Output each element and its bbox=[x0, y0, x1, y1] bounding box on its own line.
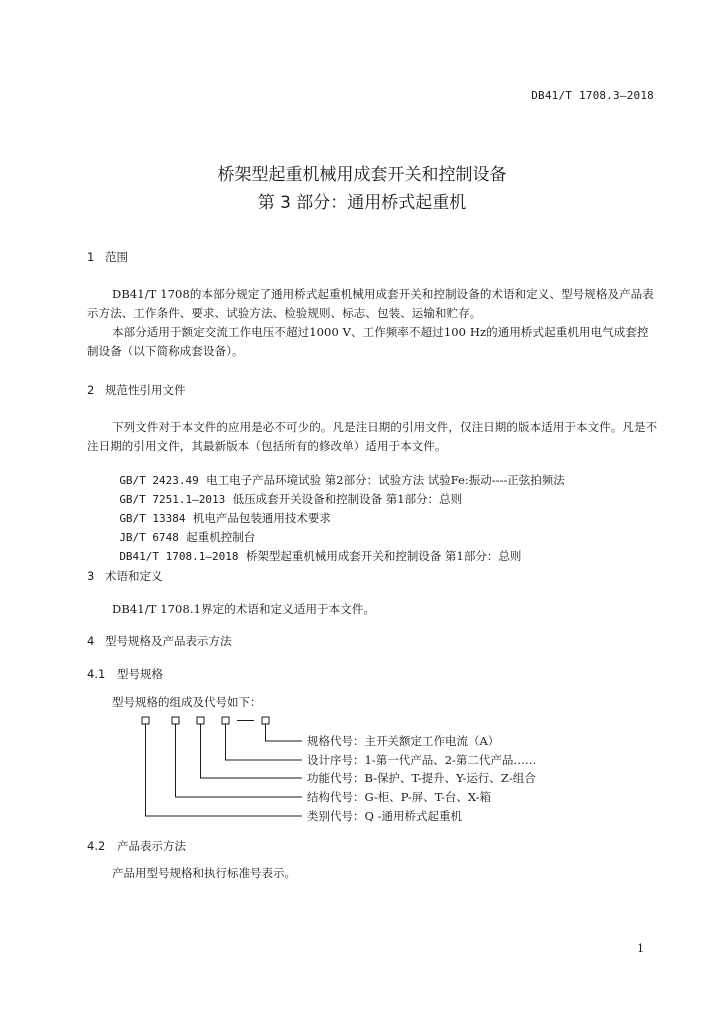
leader-line-design bbox=[226, 724, 303, 760]
section-2-paragraph-1: 下列文件对于本文件的应用是必不可少的。凡是注日期的引用文件，仅注日期的版本适用于本文件。凡是不注日期的引用文件，其最新版本（包括所有的修改单）适用于本文件。 bbox=[87, 420, 658, 453]
section-3-paragraph-1: DB41/T 1708.1界定的术语和定义适用于本文件。 bbox=[112, 602, 376, 616]
section-title: 型号规格 bbox=[117, 667, 163, 681]
document-subtitle: 第 3 部分：通用桥式起重机 bbox=[257, 193, 467, 213]
category-code-label: 类别代号：Q -通用桥式起重机 bbox=[307, 809, 462, 823]
section-number: 4.2 bbox=[87, 839, 106, 853]
section-4-2-paragraph: 产品用型号规格和执行标准号表示。 bbox=[112, 866, 296, 880]
code-box-function bbox=[197, 717, 204, 724]
section-title: 范围 bbox=[105, 250, 128, 264]
section-1-paragraph-1: DB41/T 1708的本部分规定了通用桥式起重机械用成套开关和控制设备的术语和定义、型号规格及产品表示方法、工作条件、要求、试验方法、检验规则、标志、包装、运输和贮存。 bbox=[87, 287, 654, 320]
section-4-2-heading bbox=[87, 838, 186, 854]
code-box-design bbox=[222, 717, 229, 724]
standard-code: DB41/T 1708.3—2018 bbox=[531, 89, 654, 102]
reference-code: GB/T 7251.1—2013 bbox=[119, 493, 226, 506]
reference-code: JB/T 6748 bbox=[119, 531, 179, 544]
section-number: 1 bbox=[87, 250, 95, 264]
code-box-category bbox=[142, 717, 149, 724]
model-intro-text: 型号规格的组成及代号如下： bbox=[112, 695, 262, 709]
spec-code-label: 规格代号：主开关额定工作电流（A） bbox=[307, 734, 500, 748]
code-box-structure bbox=[172, 717, 179, 724]
section-title: 型号规格及产品表示方法 bbox=[105, 634, 232, 648]
structure-code-label: 结构代号：G-柜、P-屏、T-台、X-箱 bbox=[307, 790, 492, 804]
section-1-paragraph-2: 本部分适用于额定交流工作电压不超过1000 V、工作频率不超过100 Hz的通用桥式起重机用电气成套控制设备（以下简称成套设备）。 bbox=[87, 325, 649, 358]
page-number: 1 bbox=[637, 942, 644, 955]
section-number: 4 bbox=[87, 634, 95, 648]
function-code-label: 功能代号：B-保护、T-提升、Y-运行、Z-组合 bbox=[307, 771, 536, 785]
reference-title: 电工电子产品环境试验 第2部分：试验方法 试验Fe:振动----正弦拍频法 bbox=[206, 473, 565, 487]
reference-code: DB41/T 1708.1—2018 bbox=[119, 550, 239, 563]
section-number: 2 bbox=[87, 383, 95, 397]
section-title: 规范性引用文件 bbox=[105, 383, 186, 397]
code-box-spec bbox=[262, 717, 269, 724]
section-number: 3 bbox=[87, 569, 95, 583]
leader-line-function bbox=[201, 724, 303, 778]
section-title: 术语和定义 bbox=[105, 569, 163, 583]
reference-title: 起重机控制台 bbox=[186, 530, 256, 544]
reference-code: GB/T 2423.49 bbox=[119, 474, 199, 487]
leader-line-category bbox=[146, 724, 303, 816]
reference-title: 桥架型起重机械用成套开关和控制设备 第1部分：总则 bbox=[245, 549, 522, 563]
reference-title: 机电产品包装通用技术要求 bbox=[192, 511, 331, 525]
document-title: 桥架型起重机械用成套开关和控制设备 bbox=[217, 165, 507, 185]
leader-line-spec bbox=[266, 724, 303, 741]
reference-code: GB/T 13384 bbox=[119, 512, 186, 525]
design-code-label: 设计序号：1-第一代产品、2-第二代产品…… bbox=[307, 753, 537, 767]
section-number: 4.1 bbox=[87, 667, 106, 681]
reference-title: 低压成套开关设备和控制设备 第1部分：总则 bbox=[232, 492, 463, 506]
section-title: 产品表示方法 bbox=[117, 839, 186, 853]
